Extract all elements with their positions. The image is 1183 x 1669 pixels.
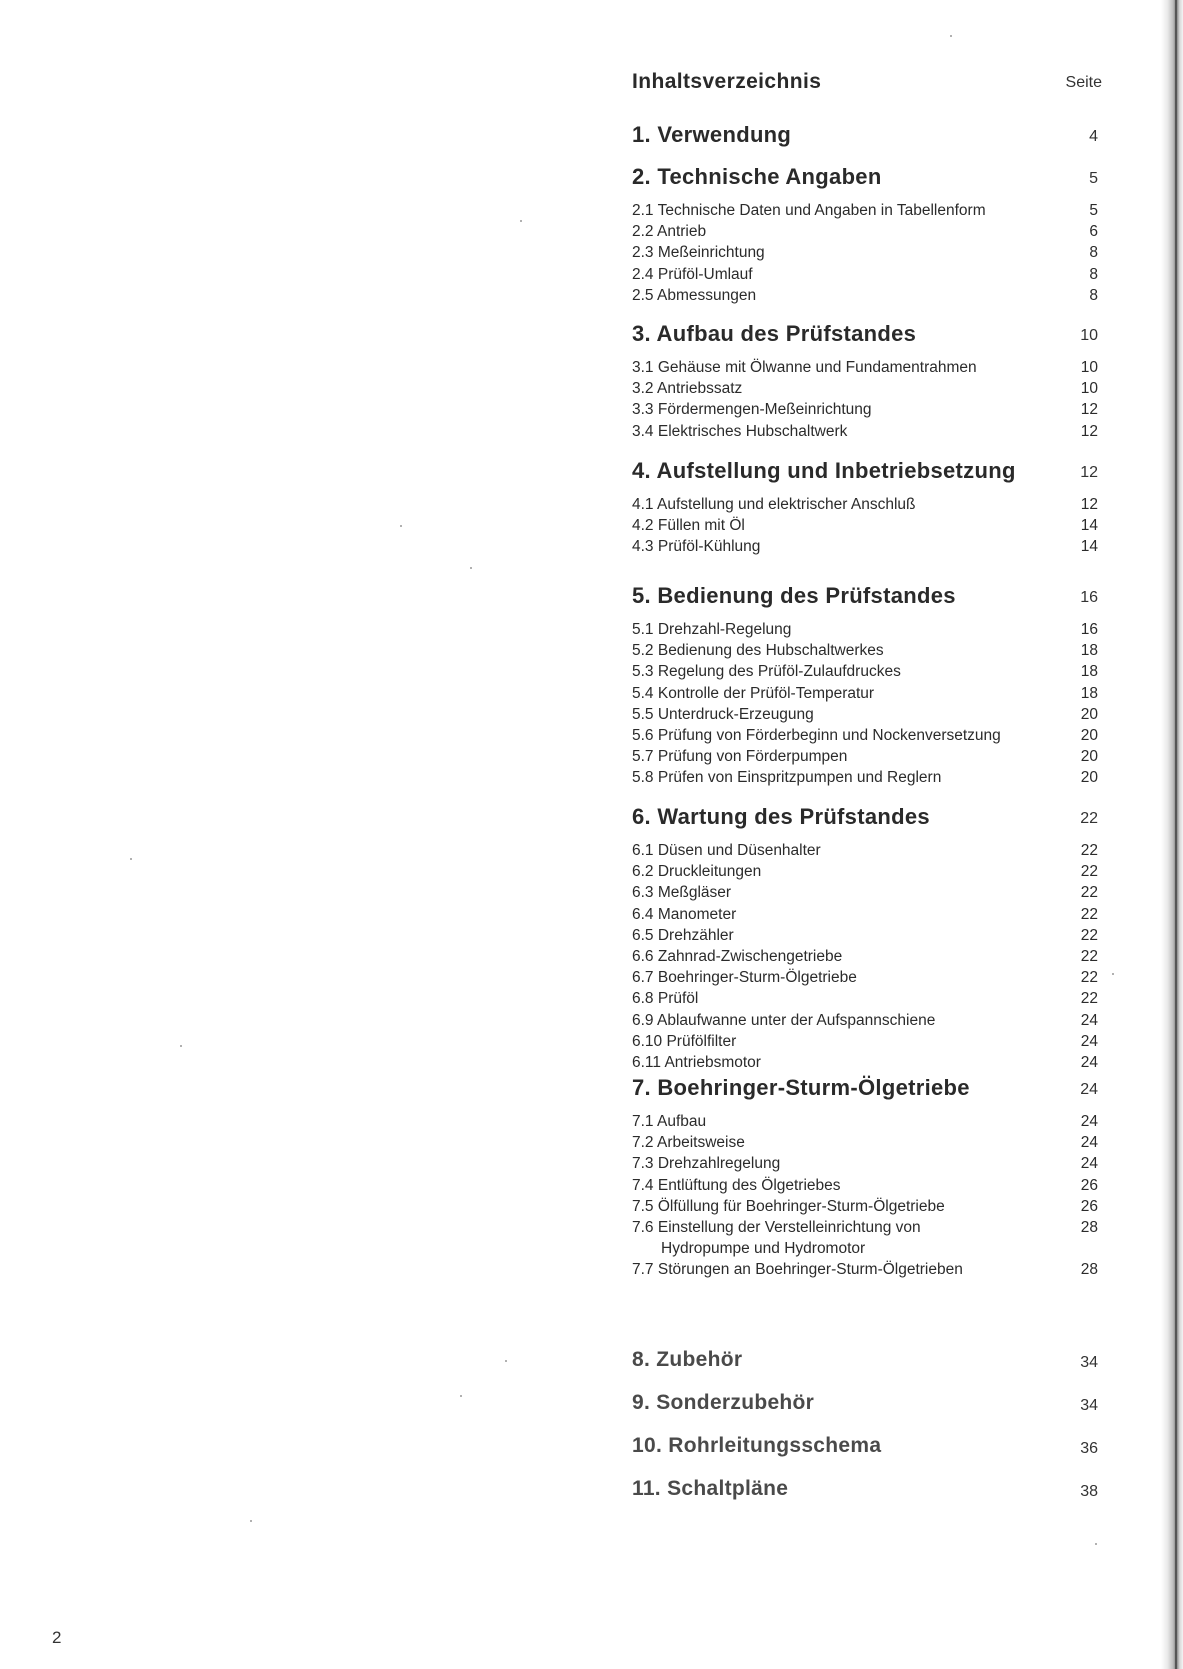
toc-subsection-item [632,661,1102,682]
toc-section-page: 22 [1080,810,1098,827]
toc-section-heading [632,321,1102,351]
toc-subsection-page: 8 [1089,265,1098,283]
toc-subsection-page: 22 [1080,969,1098,987]
toc-page-column-label: Seite [1065,74,1102,91]
toc-subsection-list [632,619,1102,789]
scan-speck [1112,973,1114,975]
toc-subsection-page: 20 [1080,769,1098,787]
toc-subsection-item [632,1031,1102,1052]
toc-subsection-label: 6.1 Düsen und Düsenhalter [632,842,821,859]
toc-section-page: 12 [1080,464,1098,481]
toc-subsection-label: 5.2 Bedienung des Hubschaltwerkes [632,642,884,660]
toc-subsection-label: 4.1 Aufstellung und elektrischer Anschluß [632,496,916,513]
toc-subsection-item [632,619,1102,640]
toc-subsection-page: 8 [1089,244,1098,262]
toc-subsection-label: 6.10 Prüfölfilter [632,1032,737,1050]
toc-subsection-item [632,946,1102,967]
toc-subsection-label: 5.8 Prüfen von Einspritzpumpen und Reglern [632,769,942,787]
toc-header [632,70,1102,98]
toc-subsection-item [632,683,1102,704]
toc-section-title: 8. Zubehör [632,1348,743,1371]
toc-section-page: 4 [1089,128,1098,145]
toc-subsection-item [632,904,1102,925]
toc-subsection-page: 22 [1080,947,1098,965]
toc-subsection-page: 10 [1080,359,1098,376]
toc-subsection-label: 7.5 Ölfüllung für Boehringer-Sturm-Ölgetriebe [632,1197,945,1215]
toc-section [632,804,1102,1073]
toc-subsection-item [632,399,1102,420]
toc-subsection-page: 16 [1080,621,1098,638]
page-number: 2 [52,1628,62,1647]
scan-speck [950,35,952,37]
toc-subsection-label: 3.2 Antriebssatz [632,380,743,398]
toc-section-title: 10. Rohrleitungsschema [632,1434,882,1457]
toc-subsection-item [632,515,1102,536]
toc-section [632,583,1102,789]
toc-subsection-label: 4.2 Füllen mit Öl [632,517,745,535]
toc-subsection-page: 12 [1080,422,1098,440]
toc-section-heading [632,1391,1102,1421]
toc-subsection-label: 5.3 Regelung des Prüföl-Zulaufdruckes [632,663,901,681]
toc-subsection-page: 6 [1089,223,1098,241]
toc-subsection-page: 24 [1080,1032,1098,1050]
toc-section-page: 5 [1089,170,1098,187]
toc-subsection-item [632,1052,1102,1073]
toc-subsection-page: 24 [1080,1155,1098,1173]
toc-subsection-item [632,1196,1102,1217]
toc-subsection-item [632,242,1102,263]
scan-speck [250,1520,252,1522]
toc-subsection-label: 6.4 Manometer [632,905,737,923]
toc-subsection-item [632,421,1102,442]
toc-subsection-label: 2.1 Technische Daten und Angaben in Tabellenform [632,202,986,219]
scan-speck [400,525,402,527]
toc-subsection-label: 4.3 Prüföl-Kühlung [632,538,761,556]
toc-section-title: 6. Wartung des Prüfstandes [632,804,930,829]
toc-subsection-item [632,1175,1102,1196]
toc-subsection-list [632,840,1102,1073]
toc-section-page: 34 [1080,1354,1098,1371]
toc-section-title: 11. Schaltpläne [632,1477,789,1500]
toc-subsection-label: 7.1 Aufbau [632,1113,707,1130]
toc-subsection-page: 18 [1080,663,1098,681]
toc-subsection-item [632,767,1102,788]
toc-section [632,122,1102,152]
toc-subsection-page: 20 [1080,726,1098,744]
toc-subsection-page: 14 [1080,538,1098,556]
toc-subsection-label: 7.6 Einstellung der Verstelleinrichtung von [632,1218,921,1236]
toc-subsection-label: 2.3 Meßeinrichtung [632,244,765,262]
toc-subsection-page: 14 [1080,517,1098,535]
toc-section-title: 9. Sonderzubehör [632,1391,815,1414]
toc-subsection-label: 5.5 Unterdruck-Erzeugung [632,705,814,723]
toc-subsection-page: 22 [1080,863,1098,881]
toc-subsection-label: 7.4 Entlüftung des Ölgetriebes [632,1176,841,1194]
toc-section-page: 38 [1080,1483,1098,1500]
toc-subsection-item [632,200,1102,221]
scan-speck [520,220,522,222]
toc-subsection-list [632,1111,1102,1281]
toc-subsection-item [632,840,1102,861]
toc-section-page: 10 [1080,327,1098,344]
toc-subsection-label: 6.7 Boehringer-Sturm-Ölgetriebe [632,969,857,987]
toc-section-heading [632,1075,1102,1105]
toc-subsection-page: 22 [1080,842,1098,859]
toc-section-heading [632,458,1102,488]
toc-subsection-label: 6.5 Drehzähler [632,926,734,944]
toc-section-title: 4. Aufstellung und Inbetriebsetzung [632,458,1016,483]
toc-section-heading [632,122,1102,152]
toc-subsection-label: 6.11 Antriebsmotor [632,1053,761,1071]
toc-subsection-page: 18 [1080,642,1098,660]
toc-subsection-label: 6.6 Zahnrad-Zwischengetriebe [632,947,843,965]
toc-section [632,321,1102,442]
toc-section [632,1477,1102,1507]
toc-subsection-page: 18 [1080,684,1098,702]
toc-subsection-label: 3.3 Fördermengen-Meßeinrichtung [632,401,872,419]
scan-speck [1095,1543,1097,1545]
toc-subsection-page: 22 [1080,926,1098,944]
toc-subsection-page: 5 [1089,202,1098,219]
toc-subsection-item [632,704,1102,725]
toc-subsection-item [632,925,1102,946]
toc-section [632,458,1102,558]
toc-subsection-label: 5.4 Kontrolle der Prüföl-Temperatur [632,684,875,702]
toc-section [632,1348,1102,1378]
toc-subsection-label: 6.9 Ablaufwanne unter der Aufspannschiene [632,1011,936,1029]
scan-speck [470,567,472,569]
scan-edge-shadow [1161,0,1183,1669]
toc-section-title: 3. Aufbau des Prüfstandes [632,321,917,346]
toc-subsection-item [632,1132,1102,1153]
toc-subsection-item [632,746,1102,767]
toc-subsection-label: 2.4 Prüföl-Umlauf [632,265,753,283]
toc-section [632,1391,1102,1421]
toc-subsection-page: 24 [1080,1113,1098,1130]
scan-speck [460,1395,462,1397]
toc-subsection-page: 24 [1080,1134,1098,1152]
toc-subsection-list [632,200,1102,306]
toc-subsection-page: 8 [1089,286,1098,304]
toc-subsection-page: 22 [1080,884,1098,902]
toc-subsection-item [632,967,1102,988]
toc-subsection-label: 3.4 Elektrisches Hubschaltwerk [632,422,848,440]
toc-section [632,1075,1102,1281]
toc-subsection-page: 22 [1080,990,1098,1008]
toc-subsection-label: 6.3 Meßgläser [632,884,732,902]
toc-section-page: 16 [1080,589,1098,606]
toc-subsection-item [632,882,1102,903]
toc-section [632,164,1102,306]
toc-subsection-item [632,536,1102,557]
toc-section-title: 2. Technische Angaben [632,164,882,189]
toc-subsection-page: 12 [1080,401,1098,419]
toc-subsection-page: 20 [1080,705,1098,723]
toc-subsection-page: 10 [1080,380,1098,398]
toc-subsection-page: 24 [1080,1011,1098,1029]
toc-section-heading [632,1348,1102,1378]
scan-speck [180,1045,182,1047]
toc-subsection-item [632,988,1102,1009]
toc-subsection-label: 7.2 Arbeitsweise [632,1134,745,1152]
toc-subsection-label: 7.7 Störungen an Boehringer-Sturm-Ölgetrieben [632,1261,963,1279]
toc-subsection-item [632,1153,1102,1174]
toc-title: Inhaltsverzeichnis [632,70,822,93]
toc-section-heading [632,804,1102,834]
toc-subsection-item [632,1010,1102,1031]
toc-subsection-item [632,494,1102,515]
toc-subsection-item [632,861,1102,882]
scan-speck [505,1360,507,1362]
toc-subsection-page: 26 [1080,1176,1098,1194]
toc-subsection-label: 2.2 Antrieb [632,223,707,241]
scan-speck [130,858,132,860]
toc-subsection-page: 22 [1080,905,1098,923]
toc-subsection-label: 7.3 Drehzahlregelung [632,1155,781,1173]
toc-section-page: 24 [1080,1081,1098,1098]
toc-subsection-page: 12 [1080,496,1098,513]
toc-subsection-page: 26 [1080,1197,1098,1215]
toc-section-page: 34 [1080,1397,1098,1414]
toc-subsection-label: 6.8 Prüföl [632,990,699,1008]
toc-section-heading [632,583,1102,613]
toc-subsection-page: 24 [1080,1053,1098,1071]
toc-subsection-page: 28 [1080,1261,1098,1279]
toc-subsection-item [632,725,1102,746]
toc-subsection-list [632,494,1102,558]
toc-subsection-item [632,1217,1102,1238]
toc-subsection-label: 5.6 Prüfung von Förderbeginn und Nockenversetzung [632,726,1001,744]
toc-section-heading [632,164,1102,194]
toc-section-title: 1. Verwendung [632,122,792,147]
toc-section-title: 7. Boehringer-Sturm-Ölgetriebe [632,1075,970,1100]
toc-subsection-item [632,264,1102,285]
toc-subsection-label: 5.7 Prüfung von Förderpumpen [632,748,848,766]
toc-subsection-label-continuation: Hydropumpe und Hydromotor [661,1240,866,1258]
toc-subsection-item [632,1259,1102,1280]
toc-section-page: 36 [1080,1440,1098,1457]
toc-subsection-label: 5.1 Drehzahl-Regelung [632,621,792,638]
scan-edge-line [1175,0,1177,1669]
toc-subsection-item [632,1111,1102,1132]
toc-subsection-item [632,640,1102,661]
toc-section [632,1434,1102,1464]
toc-subsection-page: 28 [1080,1218,1098,1236]
toc-subsection-list [632,357,1102,442]
toc-section-title: 5. Bedienung des Prüfstandes [632,583,956,608]
toc-subsection-page: 20 [1080,748,1098,766]
toc-section-heading [632,1434,1102,1464]
toc-subsection-item [632,221,1102,242]
toc-section-heading [632,1477,1102,1507]
toc-subsection-label: 2.5 Abmessungen [632,286,757,304]
toc-subsection-label: 6.2 Druckleitungen [632,863,762,881]
toc-subsection-item [632,378,1102,399]
toc-subsection-item [632,285,1102,306]
toc-subsection-item [632,357,1102,378]
toc-subsection-label: 3.1 Gehäuse mit Ölwanne und Fundamentrahmen [632,359,977,376]
